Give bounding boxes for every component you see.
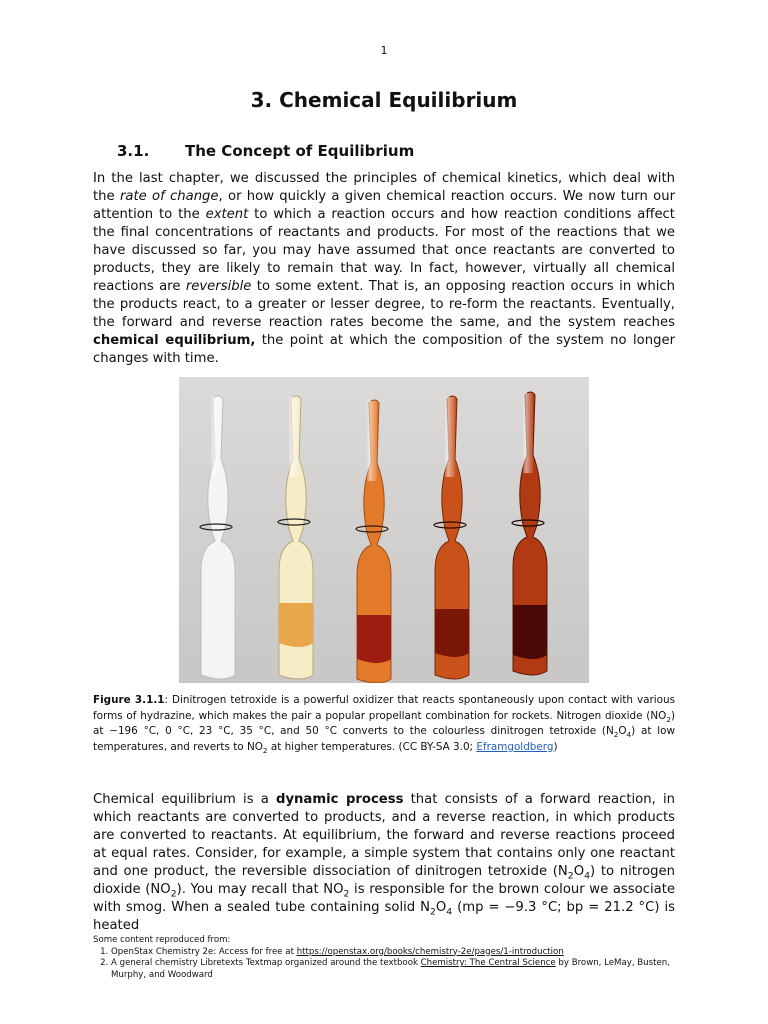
emphasis-extent: extent [205,207,249,222]
text-run: , or how quickly a given chemical reaction occurs. We now turn our attention to the [93,189,675,222]
footnotes-intro: Some content reproduced from: [93,935,231,945]
textbook-title: Chemistry: The Central Science [420,958,556,968]
text-run: ) to nitrogen dioxide (NO [93,864,675,897]
subscript: 2 [262,745,268,755]
figure-caption [93,693,675,755]
page-number: 1 [380,44,388,57]
author-link[interactable]: Eframgoldberg [476,740,554,753]
ampoules-photo [179,377,589,683]
footnote-item [111,958,693,981]
text-run: O [573,864,585,879]
text-run: by Brown, LeMay, Busten, Murphy, and Woodward [111,958,670,980]
openstax-link[interactable]: https://openstax.org/books/chemistry-2e/pages/1-introduction [296,946,564,957]
footnote-list [93,947,693,982]
footnote-item [111,947,693,959]
footnotes [93,935,693,981]
subscript: 2 [666,714,671,724]
subscript: 2 [613,730,619,740]
section-number: 3.1. [117,142,150,160]
text-run: at higher temperatures. (CC BY-SA 3.0; [267,740,477,753]
emphasis-reversible: reversible [185,279,252,294]
dynamic-process-paragraph [93,791,675,935]
text-run: ) at low temperatures, and reverts to NO [93,725,675,753]
text-run: : Dinitrogen tetroxide is a powerful oxidizer that reacts spontaneously upon contact with various forms of hydrazine, which makes the pair a popular propellant combination for rockets. Nitrogen dioxide (NO [93,694,675,722]
subscript: 2 [343,888,350,900]
subscript: 4 [584,870,590,882]
section-title: The Concept of Equilibrium [185,142,415,160]
term-dynamic-process: dynamic process [276,792,404,807]
text-run: is responsible for the brown colour we associate with smog. When a sealed tube containing solid N [93,882,676,915]
text-run: In the last chapter, we discussed the principles of chemical kinetics, which deal with the [93,171,675,204]
term-chemical-equilibrium: chemical equilibrium, [93,333,256,348]
text-run: Chemical equilibrium is a [93,792,276,807]
text-run: ) at −196 °C, 0 °C, 23 °C, 35 °C, and 50 °C converts to the colourless dinitrogen tetroxide (N [93,709,675,737]
subscript: 4 [446,906,453,918]
subscript: 2 [170,888,177,900]
text-run: O [435,900,447,915]
text-run: the point at which the composition of the system no longer changes with time. [93,333,675,366]
text-run: ) [553,740,558,753]
text-run: ). You may recall that NO [176,882,344,897]
text-run: to some extent. That is, an opposing reaction occurs in which the products react, to a greater or lesser degree, to re-form the reactants. Eventually, the forward and reverse reaction rates become the same, and the system reaches [93,279,675,330]
subscript: 2 [567,870,574,882]
figure-label: Figure 3.1.1 [93,694,165,706]
section-heading [117,142,414,160]
subscript: 2 [429,906,436,918]
text-run: A general chemistry Libretexts Textmap organized around the textbook [111,958,421,968]
text-run: O [618,725,627,737]
text-run: to which a reaction occurs and how reaction conditions affect the final concentrations of reactants and products. For most of the reactions that we have discussed so far, you may have assumed that once reactants are converted to products, they are likely to remain that way. In fact, however, virtually all chemical reactions are [93,207,675,294]
emphasis-rate-of-change: rate of change [119,189,219,204]
intro-paragraph [93,170,675,368]
text-run: (mp = −9.3 °C; bp = 21.2 °C) is heated [93,900,675,933]
subscript: 4 [626,730,632,740]
text-run: that consists of a forward reaction, in which reactants are converted to products, and a reverse reaction, in which products are converted to reactants. At equilibrium, the forward and reverse reactions proceed at equal rates. Consider, for example, a simple system that contains only one reactant and one product, the reversible dissociation of dinitrogen tetroxide (N [93,792,675,879]
chapter-title: 3. Chemical Equilibrium [250,88,518,112]
text-run: OpenStax Chemistry 2e: Access for free at [111,946,297,957]
